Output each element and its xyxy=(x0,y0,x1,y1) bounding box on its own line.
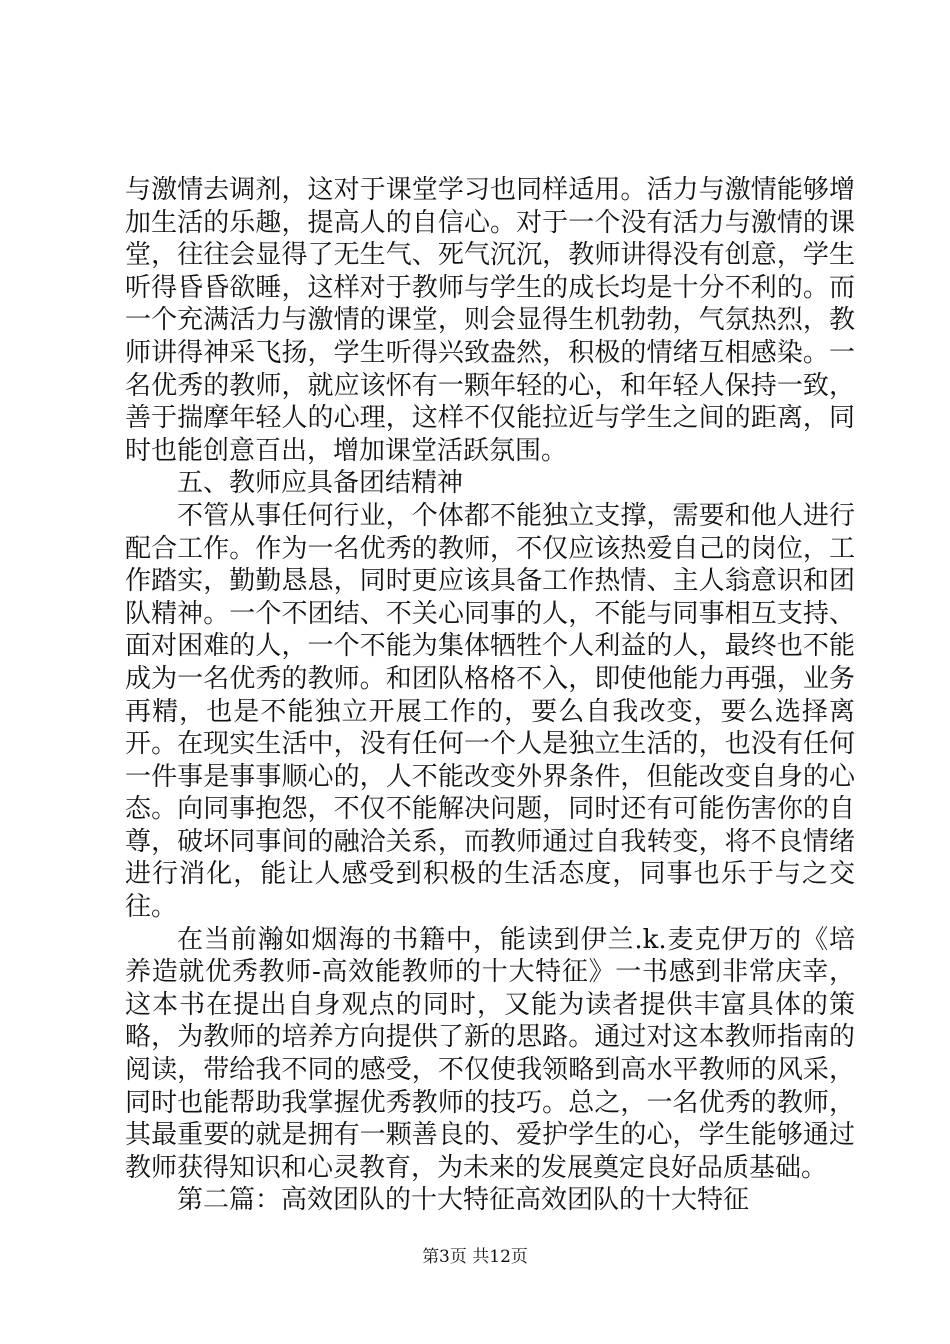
paragraph-book-review: 在当前瀚如烟海的书籍中，能读到伊兰.k.麦克伊万的《培养造就优秀教师-高效能教师的十大特征》一书感到非常庆幸，这本书在提出自身观点的同时，又能为读者提供丰富具体的策略，为教师的培养方向提供了新的思路。通过对这本教师指南的阅读，带给我不同的感受，不仅使我领略到高水平教师的风采，同时也能帮助我掌握优秀教师的技巧。总之，一名优秀的教师，其最重要的就是拥有一颗善良的、爱护学生的心，学生能够通过教师获得知识和心灵教育，为未来的发展奠定良好品质基础。 xyxy=(125,924,855,1183)
section-heading: 五、教师应具备团结精神 xyxy=(177,468,464,499)
document-body xyxy=(125,174,855,1217)
chapter-heading: 第二篇：高效团队的十大特征高效团队的十大特征 xyxy=(177,1185,750,1216)
page-number: 第3页 共12页 xyxy=(422,1247,528,1267)
paragraph-teamwork: 不管从事任何行业，个体都不能独立支撑，需要和他人进行配合工作。作为一名优秀的教师，不仅应该热爱自己的岗位，工作踏实，勤勤恳恳，同时更应该具备工作热情、主人翁意识和团队精神。一个不团结、不关心同事的人，不能与同事相互支持、面对困难的人，一个不能为集体牺牲个人利益的人，最终也不能成为一名优秀的教师。和团队格格不入，即使他能力再强，业务再精，也是不能独立开展工作的，要么自我改变，要么选择离开。在现实生活中，没有任何一个人是独立生活的，也没有任何一件事是事事顺心的，人不能改变外界条件，但能改变自身的心态。向同事抱怨，不仅不能解决问题，同时还有可能伤害你的自尊，破坏同事间的融洽关系，而教师通过自我转变，将不良情绪进行消化，能让人感受到积极的生活态度，同事也乐于与之交往。 xyxy=(125,500,855,923)
paragraph-continuation: 与激情去调剂，这对于课堂学习也同样适用。活力与激情能够增加生活的乐趣，提高人的自信心。对于一个没有活力与激情的课堂，往往会显得了无生气、死气沉沉，教师讲得没有创意，学生听得昏昏欲睡，这样对于教师与学生的成长均是十分不利的。而一个充满活力与激情的课堂，则会显得生机勃勃，气氛热烈，教师讲得神采飞扬，学生听得兴致盎然，积极的情绪互相感染。一名优秀的教师，就应该怀有一颗年轻的心，和年轻人保持一致，善于揣摩年轻人的心理，这样不仅能拉近与学生之间的距离，同时也能创意百出，增加课堂活跃氛围。 xyxy=(125,175,855,466)
